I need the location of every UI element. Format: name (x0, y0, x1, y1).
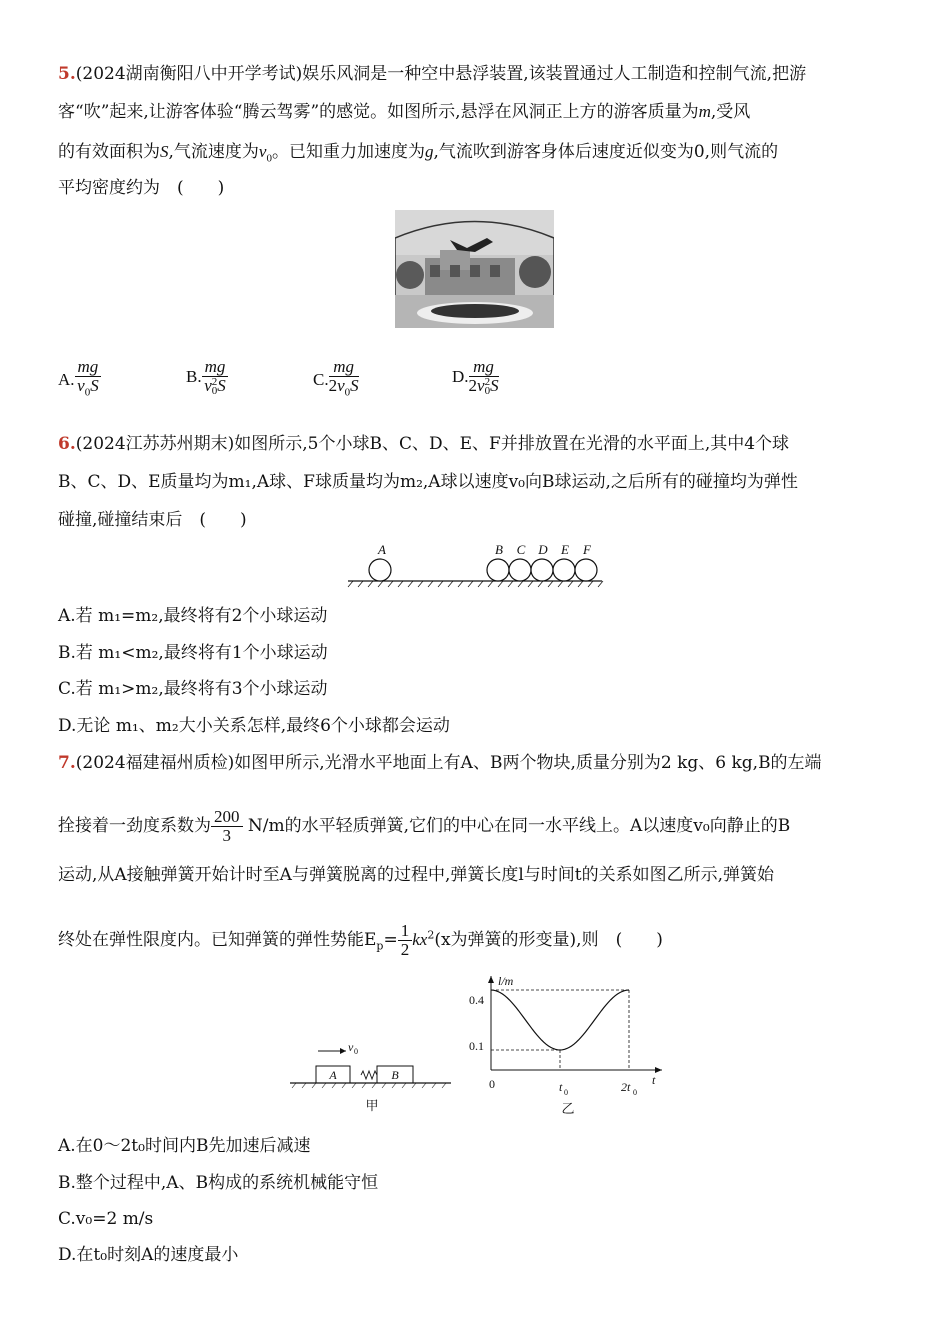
q7-line1: 7.(2024福建福州质检)如图甲所示,光滑水平地面上有A、B两个物块,质量分别为2 kg、6 kg,B的左端 (58, 753, 822, 773)
label-e: E (561, 542, 569, 557)
q5-option-b[interactable]: B. mg v 2 0 S (186, 358, 228, 396)
ball-f (575, 559, 597, 581)
caption-yi: 乙 (561, 1102, 575, 1117)
caption-jia: 甲 (365, 1099, 379, 1114)
svg-text:A: A (329, 1068, 337, 1082)
ball-b (487, 559, 509, 581)
q5-line4: 平均密度约为 ( ) (58, 178, 225, 198)
q7-line3: 运动,从A接触弹簧开始计时至A与弹簧脱离的过程中,弹簧长度l与时间t的关系如图乙所示,弹簧始 (58, 865, 775, 885)
q5-line3: 的有效面积为S,气流速度为$v_0$。已知重力加速度为g,气流吹到游客身体后速度近似变为0,则气流的 (58, 142, 779, 165)
q5-number: 5. (58, 64, 76, 84)
q6-option-d[interactable]: D.无论 m₁、m₂大小关系怎样,最终6个小球都会运动 (58, 716, 450, 736)
ball-a (369, 559, 391, 581)
x-tick-2t0 (621, 1080, 637, 1097)
q6-line1: 6.(2024江苏苏州期末)如图所示,5个小球B、C、D、E、F并排放置在光滑的水平面上,其中4个球 (58, 434, 790, 454)
q7-option-c[interactable]: C.v₀=2 m/s (58, 1209, 154, 1229)
svg-text:0: 0 (354, 1047, 358, 1056)
q6-line3: 碰撞,碰撞结束后 ( ) (58, 510, 247, 530)
q5-option-c[interactable]: C. $\frac{mg}{2v_0S}$ (313, 357, 359, 399)
y-axis-label: l/m (498, 974, 514, 988)
q7-line4: 终处在弹性限度内。已知弹簧的弹性势能$E_p=$ $\frac{1}{2}$ $kx^2(x$为弹簧的形变量),则 ( ) (58, 921, 663, 959)
q6-option-c[interactable]: C.若 m₁>m₂,最终将有3个小球运动 (58, 679, 328, 699)
ball-c (509, 559, 531, 581)
q7-option-d[interactable]: D.在t₀时刻A的速度最小 (58, 1245, 239, 1265)
svg-text:0: 0 (564, 1088, 568, 1097)
label-f: F (583, 542, 591, 557)
y-tick-lo: 0.1 (469, 1039, 484, 1053)
svg-text:v: v (348, 1040, 354, 1054)
q6-number: 6. (58, 434, 76, 454)
q7-option-b[interactable]: B.整个过程中,A、B构成的系统机械能守恒 (58, 1173, 379, 1193)
figure-yi-chart (462, 968, 672, 1118)
x-tick-t0 (559, 1080, 568, 1097)
figure-jia (288, 1038, 453, 1118)
q6-option-b[interactable]: B.若 m₁<m₂,最终将有1个小球运动 (58, 643, 328, 663)
svg-text:2t: 2t (621, 1080, 631, 1094)
spring (361, 1071, 377, 1079)
y-tick-hi: 0.4 (469, 993, 484, 1007)
origin-label: 0 (489, 1077, 495, 1091)
q7-option-a[interactable]: A.在0～2t₀时间内B先加速后减速 (58, 1136, 311, 1156)
q6-line2: B、C、D、E质量均为m₁,A球、F球质量均为m₂,A球以速度v₀向B球运动,之后所有的碰撞均为弹性 (58, 472, 798, 492)
svg-text:t: t (559, 1080, 563, 1094)
x-axis-label: t (652, 1073, 656, 1087)
ball-d (531, 559, 553, 581)
q7-line2: 拴接着一劲度系数为 $\frac{200}{3}$ N/m的水平轻质弹簧,它们的中心在同一水平线上。A以速度v₀向静止的B (58, 807, 791, 845)
q7-number: 7. (58, 753, 76, 773)
label-a: A (378, 542, 386, 557)
q5-line1: 5.(2024湖南衡阳八中开学考试)娱乐风洞是一种空中悬浮装置,该装置通过人工制造和控制气流,把游 (58, 64, 807, 84)
q5-line2: 客“吹”起来,让游客体验“腾云驾雾”的感觉。如图所示,悬浮在风洞正上方的游客质量为m,受风 (58, 102, 751, 122)
label-c: C (516, 542, 526, 557)
spring-length-curve (491, 990, 629, 1050)
svg-text:0: 0 (633, 1088, 637, 1097)
wind-tunnel-photo (395, 210, 554, 328)
label-d: D (538, 542, 548, 557)
balls-figure (345, 538, 605, 592)
q5-option-a[interactable]: A. $\frac{mg}{v_0S}$ (58, 358, 101, 401)
svg-text:B: B (391, 1068, 399, 1082)
label-b: B (495, 542, 503, 557)
ball-e (553, 559, 575, 581)
q5-option-d[interactable]: D. mg 2v 2 0 S (452, 357, 499, 398)
q6-option-a[interactable]: A.若 m₁=m₂,最终将有2个小球运动 (58, 606, 328, 626)
